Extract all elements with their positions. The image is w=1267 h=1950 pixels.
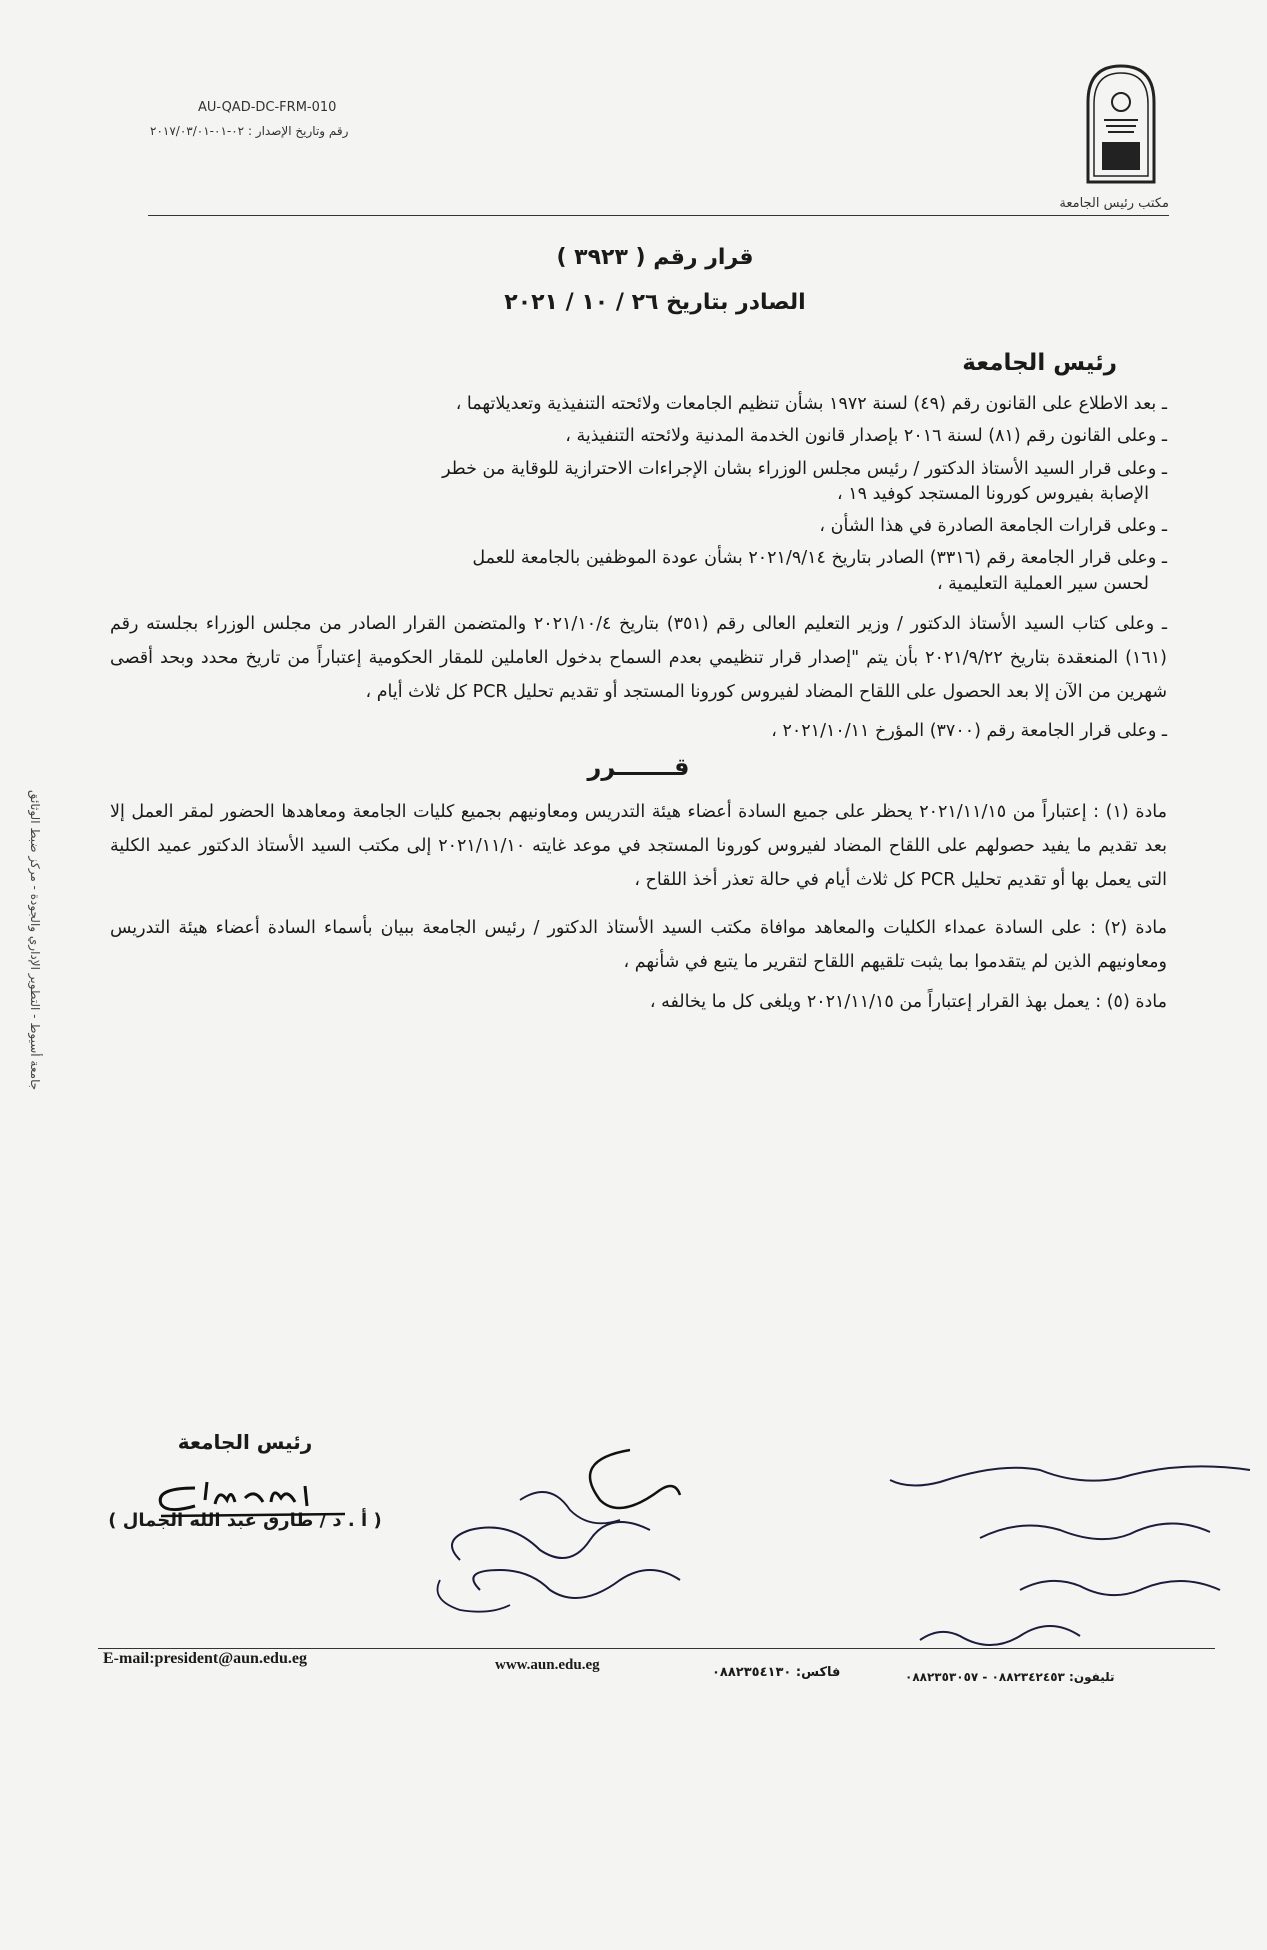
article: مادة (٥) : يعمل بهذ القرار إعتباراً من ٢٠٢١/١١/١٥ ويلغى كل ما يخالفه ، bbox=[649, 992, 1167, 1013]
footer-fax: فاكس: ٠٨٨٢٣٥٤١٣٠ bbox=[712, 1665, 841, 1680]
decision-title: قرار رقم ( ٣٩٢٣ ) bbox=[556, 245, 754, 270]
preamble-item: الإصابة بفيروس كورونا المستجد كوفيد ١٩ ، bbox=[837, 483, 1149, 504]
decides-heading: قـــــــرر bbox=[587, 753, 690, 782]
preamble-item: ـ بعد الاطلاع على القانون رقم (٤٩) لسنة ١٩٧٢ بشأن تنظيم الجامعات ولائحته التنفيذية وتعديلاتهما ، bbox=[455, 394, 1167, 414]
preamble-item: ـ وعلى القانون رقم (٨١) لسنة ٢٠١٦ بإصدار قانون الخدمة المدنية ولائحته التنفيذية ، bbox=[565, 426, 1167, 447]
decision-body bbox=[110, 395, 1167, 1027]
preamble-item: ـ وعلى كتاب السيد الأستاذ الدكتور / وزير التعليم العالى رقم (٣٥١) بتاريخ ٢٠٢١/١٠/٤ والمتضمن القرار الصادر من مجلس الوزراء بجلسته رقم (١٦١) المنعقدة بتاريخ ٢٠٢١/٩/٢٢ بأن يتم "إصدار قرار تنظيمي بعدم السماح بدخول العاملين للمقار الحكومية إعتباراً من تاريخ محدد وبحد أقصى شهرين من الآن إلا بعد الحصول على اللقاح المضاد لفيروس كورونا المستجد أو تقديم تحليل PCR كل ثلاث أيام ، bbox=[110, 613, 1167, 702]
signature-title: رئيس الجامعة bbox=[177, 1430, 313, 1454]
handwritten-note bbox=[880, 1440, 1267, 1670]
top-divider bbox=[148, 215, 1169, 216]
side-note: جامعة أسيوط - التطوير الإداري والجودة - مركز ضبط الوثائق bbox=[28, 790, 42, 1091]
signature-name: ( أ . د / طارق عبد الله الجمال ) bbox=[108, 1510, 382, 1531]
preamble-item: ـ وعلى قرار الجامعة رقم (٣٣١٦) الصادر بتاريخ ٢٠٢١/٩/١٤ بشأن عودة الموظفين بالجامعة للعمل bbox=[472, 548, 1167, 569]
preamble-item: لحسن سير العملية التعليمية ، bbox=[936, 573, 1149, 594]
article: مادة (٢) : على السادة عمداء الكليات والمعاهد موافاة مكتب السيد الأستاذ الدكتور / رئيس الجامعة ببيان بأسماء السادة أعضاء هيئة التدريس ومعاونيهم الذين لم يتقدموا بما يثبت تلقيهم اللقاح لتقرير ما يتبع في شأنهم ، bbox=[110, 918, 1167, 973]
preamble-item: ـ وعلى قرار الجامعة رقم (٣٧٠٠) المؤرخ ٢٠٢١/١٠/١١ ، bbox=[771, 721, 1167, 742]
issue-info: رقم وتاريخ الإصدار : ٠٢-٠١-٢٠١٧/٠٣/٠١ bbox=[150, 124, 349, 138]
preamble-item: ـ وعلى قرارات الجامعة الصادرة في هذا الشأن ، bbox=[819, 516, 1167, 536]
handwritten-signatures bbox=[420, 1420, 820, 1620]
article: مادة (١) : إعتباراً من ٢٠٢١/١١/١٥ يحظر على جميع السادة أعضاء هيئة التدريس ومعاونيهم بجميع كليات الجامعة ومعاهدها الحضور لمقر العمل إلا بعد تقديم ما يفيد حصولهم على اللقاح المضاد لفيروس كورونا المستجد في موعد غايته ٢٠٢١/١١/١٠ إلى مكتب السيد الأستاذ الدكتور عميد الكلية التى يعمل بها أو تقديم تحليل PCR كل ثلاث أيام في حالة تعذر أخذ اللقاح ، bbox=[110, 801, 1168, 891]
president-heading: رئيس الجامعة bbox=[962, 350, 1117, 376]
form-code: AU-QAD-DC-FRM-010 bbox=[198, 100, 337, 115]
decision-date: الصادر بتاريخ ٢٦ / ١٠ / ٢٠٢١ bbox=[504, 290, 806, 315]
preamble-item: ـ وعلى قرار السيد الأستاذ الدكتور / رئيس مجلس الوزراء بشان الإجراءات الاحترازية للوقاية من خطر bbox=[442, 458, 1167, 479]
president-signature bbox=[145, 1468, 375, 1524]
office-label: مكتب رئيس الجامعة bbox=[1059, 196, 1169, 211]
university-logo bbox=[1082, 62, 1160, 184]
footer-phone: تليفون: ٠٨٨٢٣٤٢٤٥٣ - ٠٨٨٢٣٥٣٠٥٧ bbox=[905, 1670, 1115, 1684]
footer-email: E-mail:president@aun.edu.eg bbox=[103, 1650, 307, 1667]
footer-website: www.aun.edu.eg bbox=[495, 1657, 600, 1673]
bottom-divider bbox=[98, 1648, 1215, 1649]
